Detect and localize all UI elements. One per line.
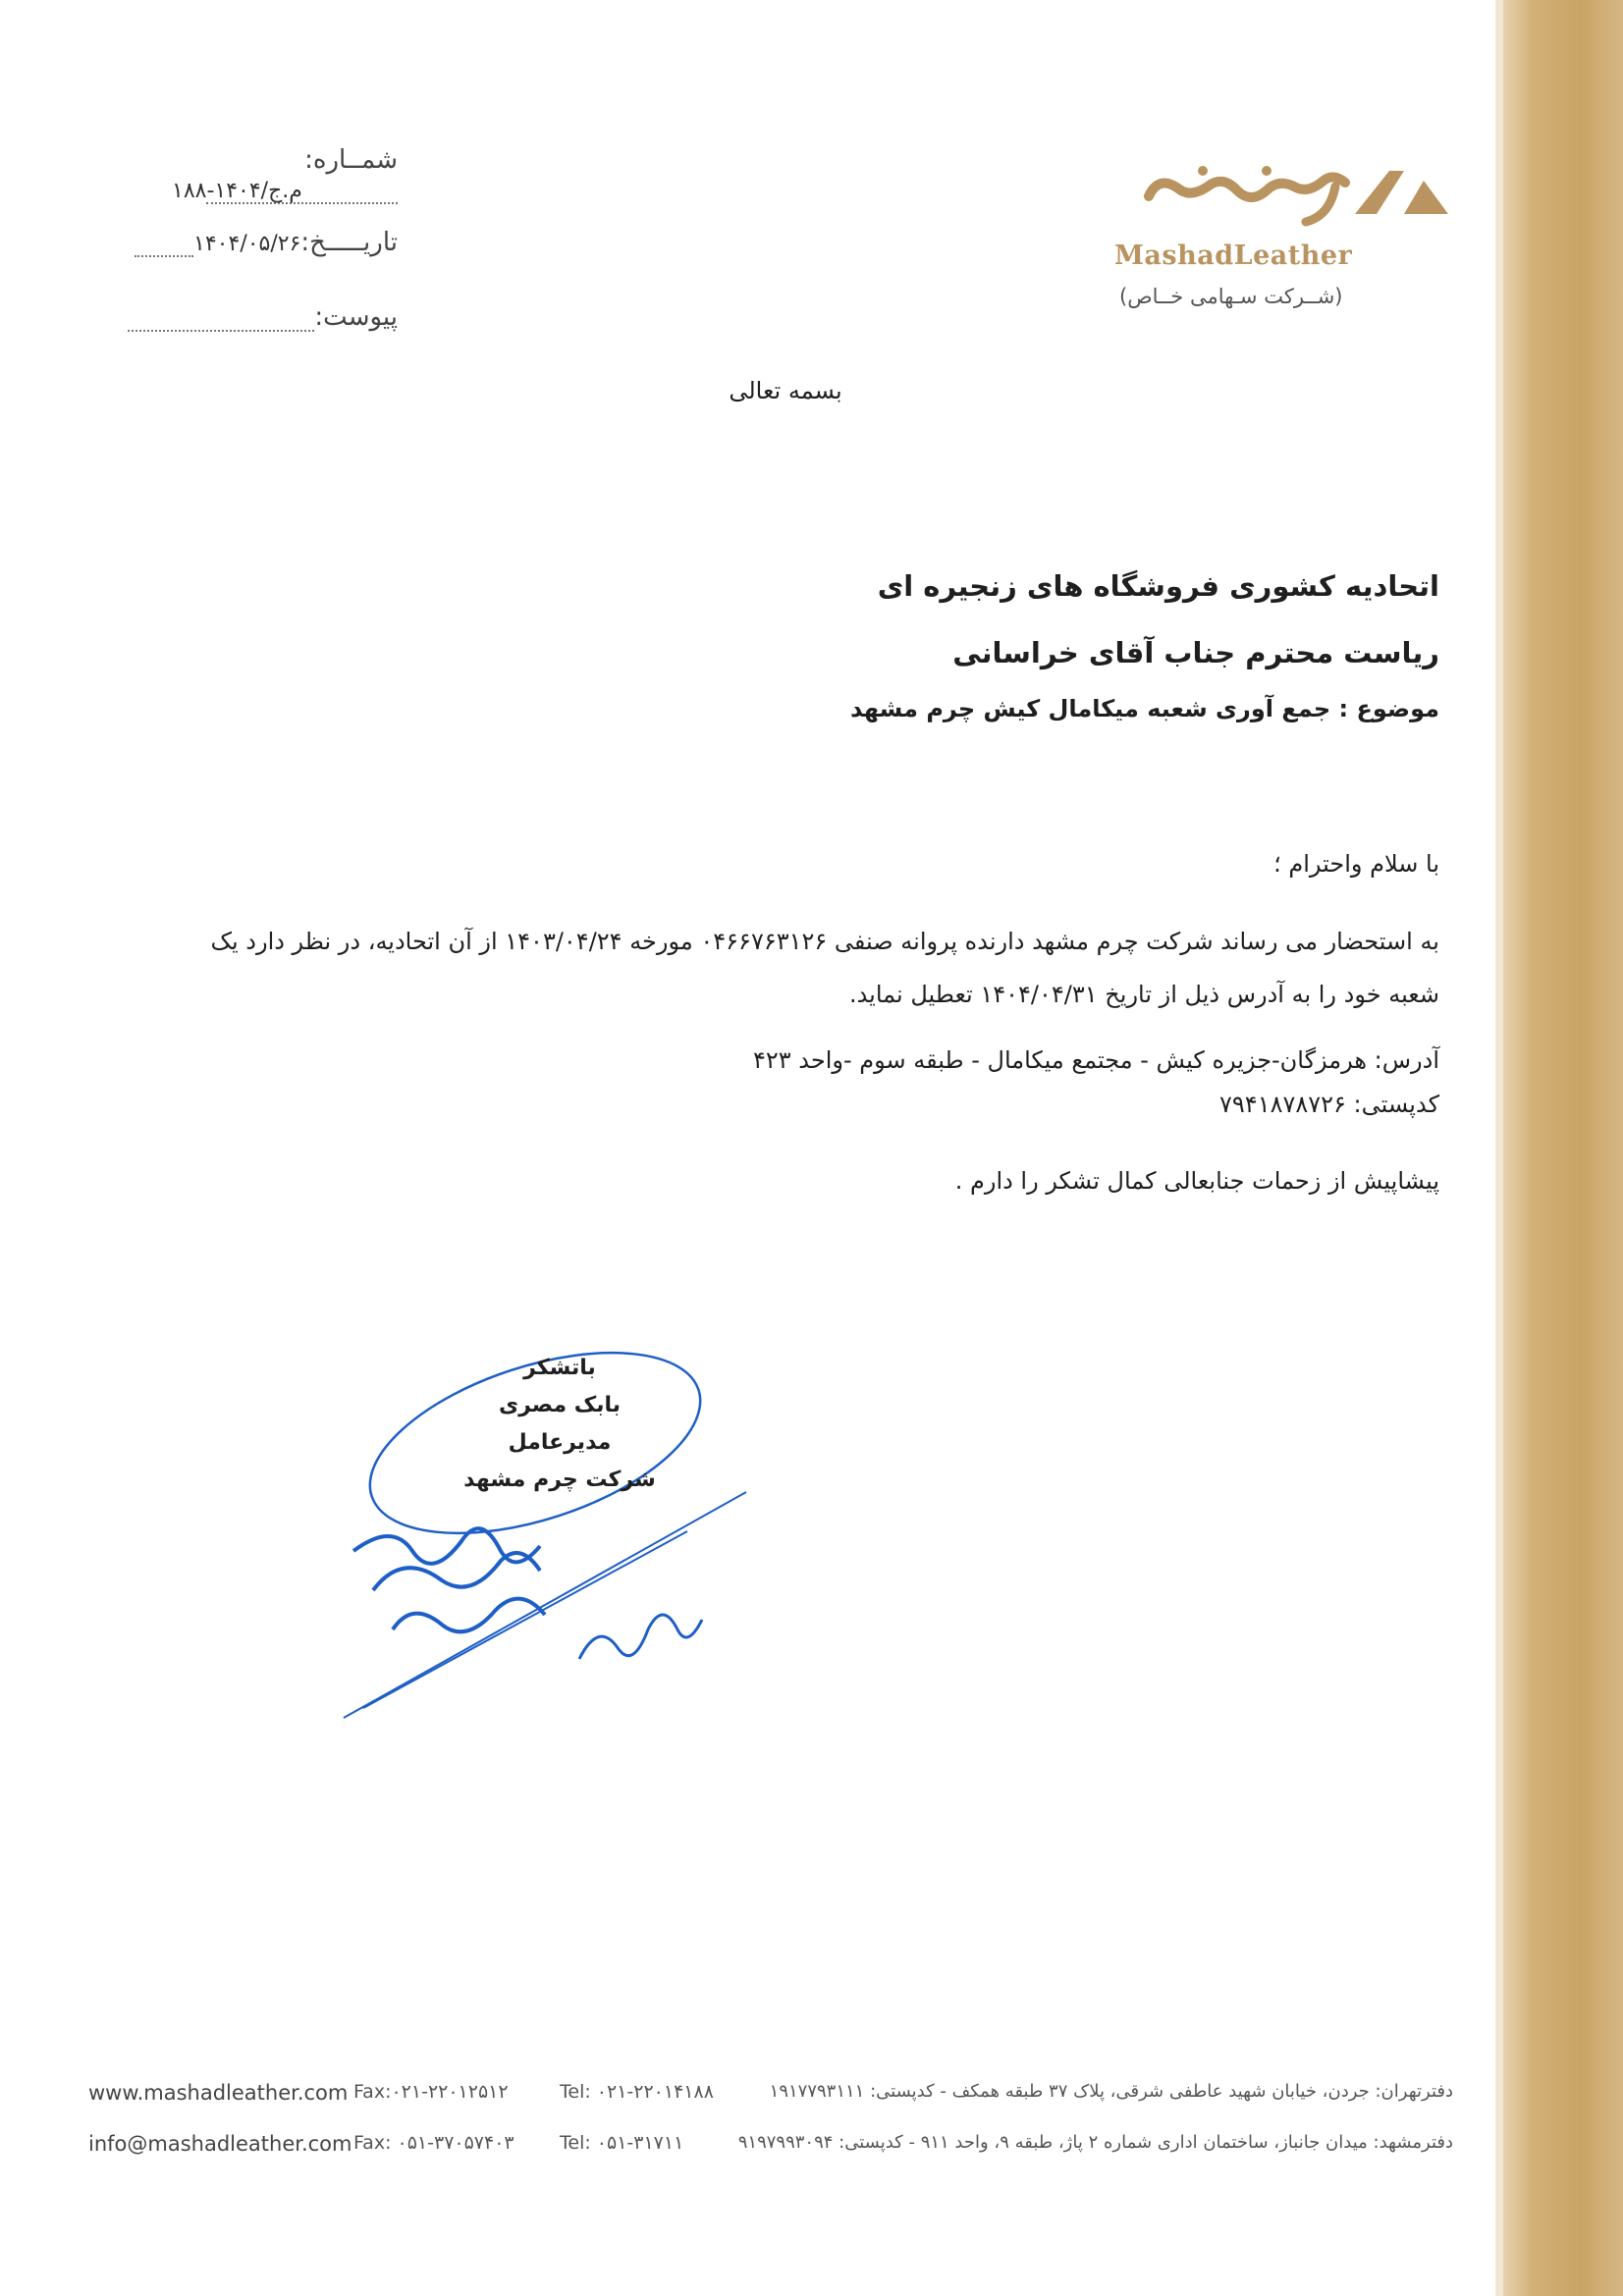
company-logo bbox=[1100, 147, 1453, 324]
postal-code-line: کدپستی: ۷۹۴۱۸۷۸۷۲۶ bbox=[1219, 1091, 1439, 1118]
date-value: ۱۴۰۴/۰۵/۲۶ bbox=[193, 232, 301, 256]
subject-line: موضوع : جمع آوری شعبه میکامال کیش چرم مشهد bbox=[849, 695, 1439, 722]
bismillah-heading: بسمه تعالی bbox=[729, 377, 842, 404]
logo-text-persian: (شــرکت سـهامی خــاص) bbox=[1119, 285, 1343, 308]
sig-line-4: شرکت چرم مشهد bbox=[463, 1468, 656, 1492]
footer-email[interactable]: info@mashadleather.com bbox=[88, 2132, 352, 2156]
letter-date-field bbox=[118, 228, 398, 257]
number-label: شمــاره: bbox=[304, 145, 398, 175]
greeting: با سلام واحترام ؛ bbox=[1273, 850, 1439, 878]
sig-line-3: مدیرعامل bbox=[508, 1430, 612, 1455]
signature-text-block bbox=[432, 1350, 687, 1499]
closing-thanks: پیشاپیش از زحمات جنابعالی کمال تشکر را دارم . bbox=[954, 1167, 1439, 1195]
addressee-line-2: ریاست محترم جناب آقای خراسانی bbox=[952, 636, 1439, 669]
dotted-line bbox=[135, 255, 193, 257]
footer-fax-mashhad: Fax: ۰۵۱-۳۷۰۵۷۴۰۳ bbox=[353, 2132, 514, 2154]
addressee-line-1: اتحادیه کشوری فروشگاه های زنجیره ای bbox=[877, 569, 1439, 603]
page-edge-strip bbox=[1495, 0, 1503, 2296]
footer-tel-mashhad: Tel: ۰۵۱-۳۱۷۱۱ bbox=[560, 2132, 684, 2154]
footer-address-tehran: دفترتهران: جردن، خیابان شهید عاطفی شرقی، پلاک ۳۷ طبقه همکف - کدپستی: ۱۹۱۷۷۹۳۱۱۱ bbox=[769, 2081, 1453, 2102]
attachment-label: پیوست: bbox=[314, 302, 398, 332]
logo-text-english: MashadLeather bbox=[1114, 240, 1353, 271]
address-block bbox=[458, 1039, 1439, 1127]
sig-line-1: باتشکر bbox=[523, 1356, 596, 1380]
footer-fax-tehran: Fax:۰۲۱-۲۲۰۱۲۵۱۲ bbox=[353, 2081, 509, 2103]
sig-line-2: بابک مصری bbox=[498, 1393, 622, 1417]
logo-mark-icon bbox=[1109, 157, 1453, 236]
main-paragraph: به استحضار می رساند شرکت چرم مشهد دارنده پروانه صنفی ۰۴۶۶۷۶۳۱۲۶ مورخه ۱۴۰۳/۰۴/۲۴ از آن اتحادیه، در نظر دارد یک شعبه خود را به آدرس ذیل از تاریخ ۱۴۰۴/۰۴/۳۱ تعطیل نماید. bbox=[210, 928, 1439, 1008]
footer-tel-tehran: Tel: ۰۲۱-۲۲۰۱۴۱۸۸ bbox=[560, 2081, 714, 2103]
address-line: آدرس: هرمزگان-جزیره کیش - مجتمع میکامال - طبقه سوم -واحد ۴۲۳ bbox=[752, 1046, 1439, 1074]
gold-side-band bbox=[1503, 0, 1623, 2296]
attachment-field bbox=[118, 302, 398, 332]
dotted-line bbox=[128, 330, 314, 332]
footer-website[interactable]: www.mashadleather.com bbox=[88, 2081, 349, 2105]
footer-address-mashhad: دفترمشهد: میدان جانباز، ساختمان اداری شماره ۲ پاژ، طبقه ۹، واحد ۹۱۱ - کدپستی: ۹۱۹۷۹۹۳۰۹۴ bbox=[737, 2132, 1453, 2153]
letter-number-value: م.ج/۱۴۰۴-۱۸۸ bbox=[172, 179, 302, 203]
date-label: تاریـــــخ: bbox=[300, 228, 398, 257]
